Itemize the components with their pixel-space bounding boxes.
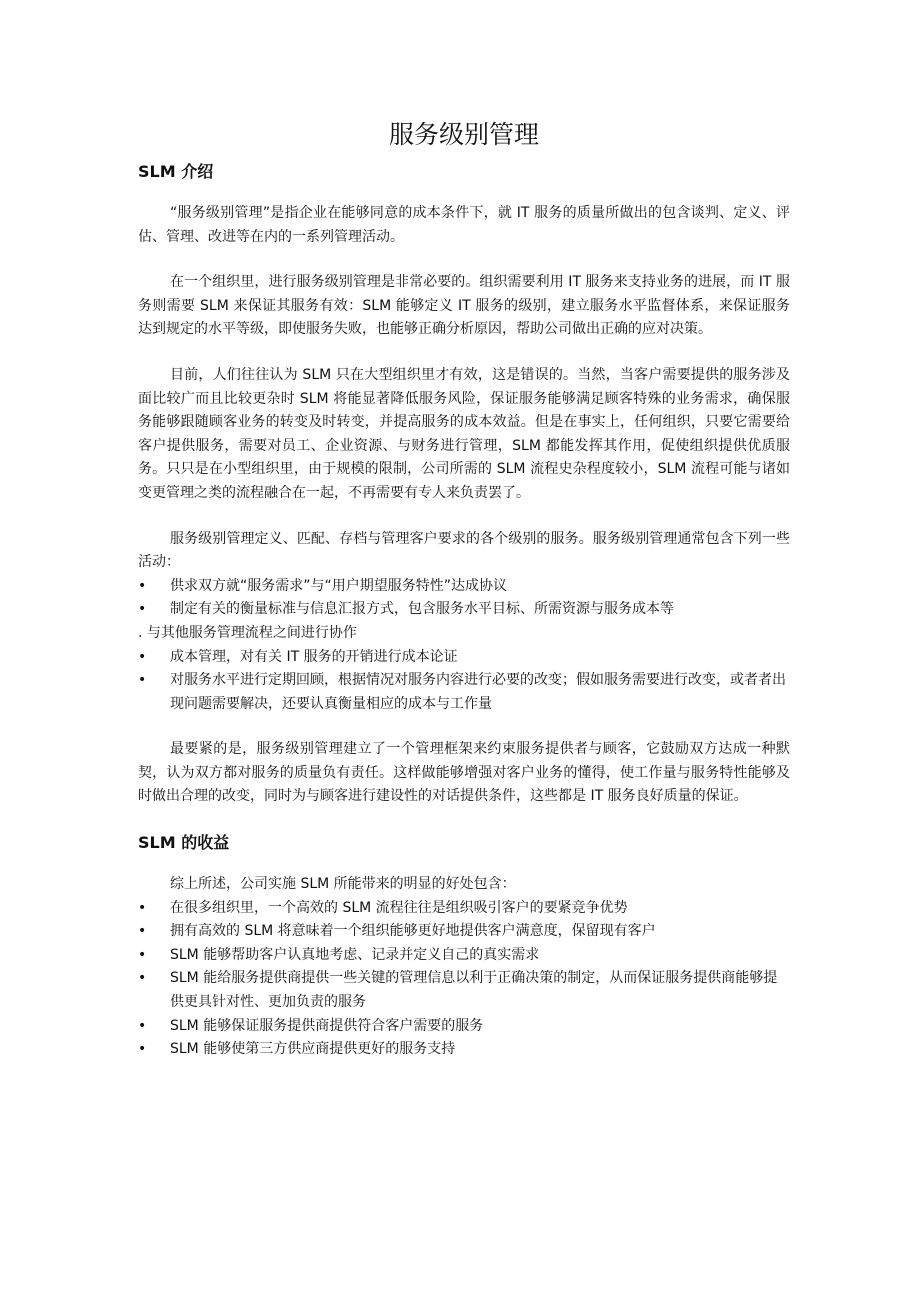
bullet-icon: • bbox=[138, 577, 147, 594]
activities-list-b bbox=[138, 646, 790, 717]
bullet-icon: • bbox=[138, 672, 147, 689]
list-item bbox=[138, 646, 790, 670]
paragraph-activities-intro: 服务级别管理定义、匹配、存档与管理客户要求的各个级别的服务。服务级别管理通常包含下列一些活动： bbox=[138, 530, 790, 571]
list-item bbox=[138, 575, 790, 599]
list-item bbox=[138, 944, 790, 968]
activities-list-a bbox=[138, 575, 790, 622]
bullet-icon: • bbox=[138, 923, 147, 940]
paragraph-definition: “服务级别管理”是指企业在能够同意的成本条件下，就 IT 服务的质量所做出的包含谈判、定义、评估、管理、改进等在内的一系列管理活动。 bbox=[138, 205, 790, 245]
list-item bbox=[138, 920, 790, 944]
list-item-text: SLM 能够使第三方供应商提供更好的服务支持 bbox=[170, 1041, 456, 1058]
activities-plain-line: . 与其他服务管理流程之间进行协作 bbox=[138, 624, 357, 641]
paragraph-benefits-lead: 综上所述，公司实施 SLM 所能带来的明显的好处包含： bbox=[170, 876, 516, 893]
section-heading-benefits: SLM 的收益 bbox=[138, 833, 230, 853]
bullet-icon: • bbox=[138, 1041, 147, 1058]
list-item-text: 供求双方就“服务需求”与“用户期望服务特性”达成协议 bbox=[170, 577, 508, 594]
bullet-icon: • bbox=[138, 601, 147, 618]
list-item bbox=[138, 897, 790, 921]
list-item bbox=[138, 967, 790, 1014]
list-item bbox=[138, 598, 790, 622]
paragraph-framework: 最要紧的是，服务级别管理建立了一个管理框架来约束服务提供者与顾客，它鼓励双方达成一种默契，认为双方都对服务的质量负有责任。这样做能够增强对客户业务的懂得，使工作量与服务特性能够及时做出合理的改变，同时为与顾客进行建设性的对话提供条件，这些都是 IT 服务良好质量的保证。 bbox=[138, 741, 790, 805]
bullet-icon: • bbox=[138, 1017, 147, 1034]
paragraph-necessity: 在一个组织里，进行服务级别管理是非常必要的。组织需要利用 IT 服务来支持业务的进展，而 IT 服务则需要 SLM 来保证其服务有效：SLM 能够定义 IT 服务的级别，建立服务水平监督体系，来保证服务达到规定的水平等级，即使服务失败，也能够正确分析原因，帮助公司做出正确的应对决策。 bbox=[138, 274, 790, 338]
bullet-icon: • bbox=[138, 946, 147, 963]
list-item-text: SLM 能给服务提供商提供一些关键的管理信息以利于正确决策的制定，从而保证服务提供商能够提供更具针对性、更加负责的服务 bbox=[170, 970, 778, 1011]
list-item bbox=[138, 669, 790, 716]
bullet-icon: • bbox=[138, 970, 147, 987]
list-item-text: 拥有高效的 SLM 将意味着一个组织能够更好地提供客户满意度，保留现有客户 bbox=[170, 923, 656, 940]
list-item-text: 对服务水平进行定期回顾，根据情况对服务内容进行必要的改变；假如服务需要进行改变，或者者出现问题需要解决，还要认真衡量相应的成本与工作量 bbox=[170, 672, 786, 712]
paragraph-misconception: 目前，人们往往认为 SLM 只在大型组织里才有效，这是错误的。当然，当客户需要提供的服务涉及面比较广而且比较更杂时 SLM 将能显著降低服务风险，保证服务能够满足顾客特殊的业务需求，确保服务能够跟随顾客业务的转变及时转变，并提高服务的成本效益。但是在事实上，任何组织，只要它需要给客户提供服务，需要对员工、企业资源、与财务进行管理，SLM 都能发挥其作用，促使组织提供优质服务。只只是在小型组织里，由于规模的限制，公司所需的 SLM 流程史杂程度较小，SLM 流程可能与诸如变更管理之类的流程融合在一起，不再需要有专人来负责罢了。 bbox=[138, 366, 790, 501]
list-item-text: SLM 能够帮助客户认真地考虑、记录并定义自己的真实需求 bbox=[170, 946, 540, 963]
bullet-icon: • bbox=[138, 899, 147, 916]
list-item bbox=[138, 1015, 790, 1039]
document-page bbox=[138, 118, 790, 1062]
list-item-text: SLM 能够保证服务提供商提供符合客户需要的服务 bbox=[170, 1017, 484, 1034]
list-item-text: 成本管理，对有关 IT 服务的开销进行成本论证 bbox=[170, 648, 458, 665]
list-item-text: 制定有关的衡量标准与信息汇报方式，包含服务水平目标、所需资源与服务成本等 bbox=[170, 601, 674, 618]
section-heading-intro: SLM 介绍 bbox=[138, 162, 214, 181]
list-item bbox=[138, 1038, 790, 1062]
benefits-list bbox=[138, 897, 790, 1062]
document-title: 服务级别管理 bbox=[388, 120, 539, 149]
list-item-text: 在很多组织里，一个高效的 SLM 流程往往是组织吸引客户的要紧竞争优势 bbox=[170, 899, 628, 916]
bullet-icon: • bbox=[138, 648, 147, 665]
